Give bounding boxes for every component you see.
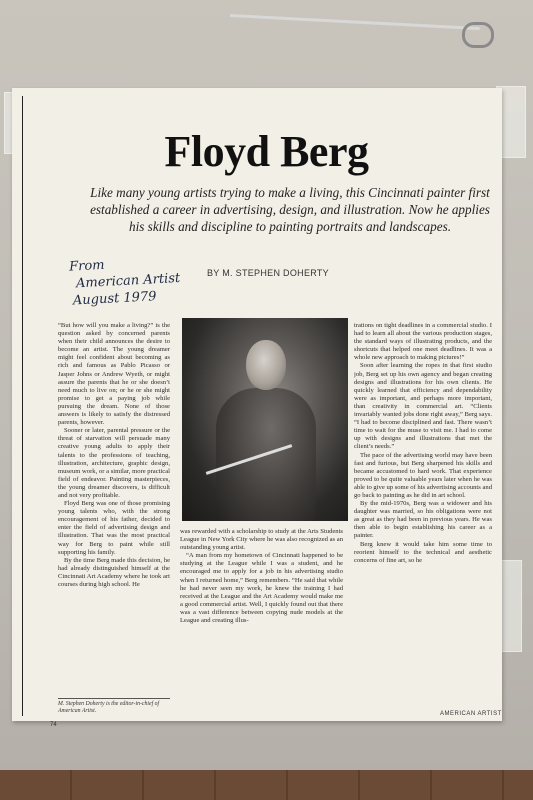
picture-hanger-icon	[462, 22, 494, 48]
handwritten-line: August 1979	[72, 289, 157, 309]
author-footnote: M. Stephen Doherty is the editor-in-chief of American Artist.	[58, 698, 170, 715]
paragraph: trations on tight deadlines in a commercial studio. I had to learn all about the various production stages, the standard ways of illustrating products, and the shortcuts that helped one meet deadlines. It was a whole new approach to making pictures!”	[354, 322, 492, 362]
page-number: 74	[50, 722, 57, 728]
paragraph: Soon after learning the ropes in that first studio job, Berg set up his own agency and began creating designs and illustrations for his own clients. He quickly learned that efficiency and dependability were as important, and perhaps more important, than creativity in commercial art. “Clients invariably wanted jobs done right away,” Berg says. “I had to become disciplined and fast. There wasn’t time to wait for the muse to visit me. I had to come up with designs and illustrations that met the client’s needs.”	[354, 362, 492, 451]
article-column-1	[58, 322, 170, 702]
paragraph: Berg knew it would take him some time to reorient himself to the technical and aesthetic concerns of fine art, so he	[354, 540, 492, 564]
handwritten-line: From	[68, 257, 105, 275]
article-title: Floyd Berg	[164, 127, 369, 176]
handwritten-line: American Artist	[75, 270, 181, 292]
article-deck: Like many young artists trying to make a living, this Cincinnati painter first established a career in advertising, design, and illustration. Now he applies his skills and discipline to painting portraits and landscapes.	[90, 185, 490, 234]
article-column-3	[354, 322, 492, 698]
page-rule	[22, 96, 23, 716]
article-column-2	[180, 528, 343, 703]
paragraph: “A man from my hometown of Cincinnati happened to be studying at the League while I was a student, and he encouraged me to apply for a job in his advertising studio when I returned home,” Berg remembers. “He said that while he had never seen my work, he knew the training I had received at the League and the Art Academy would make me a good commercial artist. Well, I quickly found out that there was a vast difference between copying nude models at the League and creating illus-	[180, 552, 343, 625]
magazine-folio: AMERICAN ARTIST	[440, 711, 502, 717]
paragraph: Sooner or later, parental pressure or the threat of starvation will persuade many creative young adults to apply their talents to the professions of teaching, illustration, architecture, graphic design, museum work, or a similar, more practical field of endeavor. Painting masterpieces, the young dreamer discovers, is difficult and not very profitable.	[58, 427, 170, 499]
handwritten-note	[69, 251, 211, 309]
byline: BY M. STEPHEN DOHERTY	[207, 268, 329, 278]
floor-strip	[0, 770, 533, 800]
paragraph: Floyd Berg was one of those promising young talents who, with the strong encouragement of his father, decided to enter the field of advertising design and illustration. That was the most practical way for Berg to paint while still supporting his family.	[58, 500, 170, 556]
photo-head	[246, 340, 286, 390]
paragraph: The pace of the advertising world may have been fast and furious, but Berg sharpened his skills and became accustomed to hard work. That experience proved to be quite valuable years later when he was able to give up some of his advertising accounts and go back to painting as he did in art school.	[354, 451, 492, 499]
artist-portrait-photo	[182, 318, 348, 521]
paragraph: “But how will you make a living?” is the question asked by concerned parents when their child announces the desire to become an artist. The young dreamer might feel confident about becoming as rich and famous as Pablo Picasso or Jasper Johns or Andrew Wyeth, or might assure the parents that he or she doesn’t need much to live on; or he or she might promise to get a paying job while pursuing the dream. None of those answers is likely to satisfy the distressed parents, however.	[58, 322, 170, 427]
paragraph: was rewarded with a scholarship to study at the Arts Students League in New York City where he was also recognized as an outstanding young artist.	[180, 528, 343, 552]
paragraph: By the mid-1970s, Berg was a widower and his daughter was married, so his obligations were not as great as they had been in previous years. He was then able to begin establishing his career as a painter.	[354, 500, 492, 540]
paragraph: By the time Berg made this decision, he had already distinguished himself at the Cincinnati Art Academy where he took art courses during high school. He	[58, 556, 170, 588]
